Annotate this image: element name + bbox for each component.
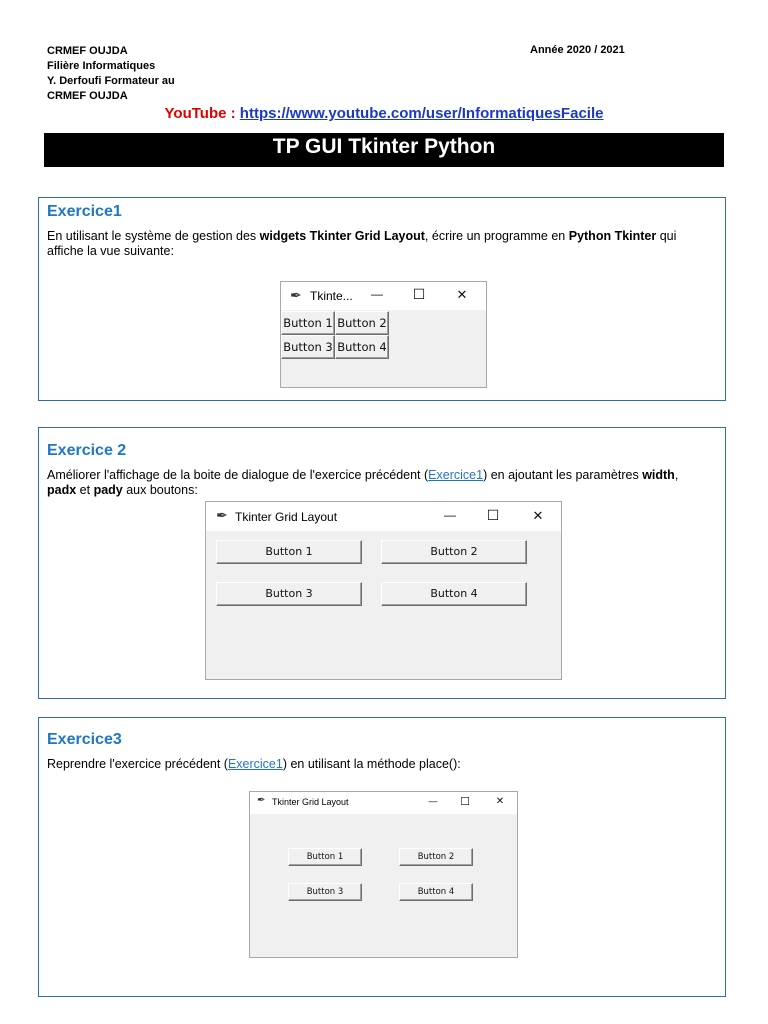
button-3[interactable]: Button 3 (216, 582, 362, 606)
button-1[interactable]: Button 1 (288, 848, 362, 866)
window-title: Tkinter Grid Layout (235, 510, 338, 524)
button-4[interactable]: Button 4 (335, 335, 389, 359)
button-2[interactable]: Button 2 (399, 848, 473, 866)
button-1[interactable]: Button 1 (216, 540, 362, 564)
exercise-2-title: Exercice 2 (47, 442, 127, 459)
document-title: TP GUI Tkinter Python (44, 133, 724, 167)
button-4[interactable]: Button 4 (399, 883, 473, 901)
header-line: Filière Informatiques (47, 60, 156, 72)
close-icon[interactable]: ✕ (456, 287, 468, 302)
exercise1-link[interactable]: Exercice1 (227, 757, 283, 771)
exercise-3-text: Reprendre l'exercice précédent (Exercice1) en utilisant la méthode place(): (47, 757, 461, 771)
header-line: CRMEF OUJDA (47, 45, 128, 57)
maximize-icon[interactable]: ☐ (412, 286, 426, 302)
close-icon[interactable]: ✕ (495, 796, 505, 807)
exercise-2-text: Améliorer l'affichage de la boite de dialogue de l'exercice précédent (Exercice1) en ajoutant les paramètres width, padx et pady aux boutons: (47, 468, 679, 497)
button-2[interactable]: Button 2 (381, 540, 527, 564)
window-titlebar (206, 502, 561, 531)
exercise-1-box (38, 197, 726, 401)
window-titlebar (250, 792, 517, 814)
youtube-label: YouTube : (164, 105, 236, 122)
tk-window-ex3 (249, 791, 518, 958)
youtube-line (0, 105, 768, 122)
feather-icon: ✒ (290, 287, 302, 303)
button-1[interactable]: Button 1 (281, 311, 335, 335)
tk-window-ex1 (280, 281, 487, 388)
exercise-3-title: Exercice3 (47, 731, 122, 748)
header-line: CRMEF OUJDA (47, 90, 128, 102)
feather-icon: ✒ (257, 795, 266, 806)
header-line: Y. Derfoufi Formateur au (47, 75, 175, 87)
close-icon[interactable]: ✕ (532, 508, 544, 523)
maximize-icon[interactable]: ☐ (460, 796, 470, 808)
button-2[interactable]: Button 2 (335, 311, 389, 335)
exercise-1-title: Exercice1 (47, 203, 122, 220)
button-3[interactable]: Button 3 (288, 883, 362, 901)
minimize-icon[interactable]: — (428, 796, 438, 806)
minimize-icon[interactable]: — (444, 508, 456, 522)
exercise-1-text: En utilisant le système de gestion des widgets Tkinter Grid Layout, écrire un programme en Python Tkinter qui affiche la vue suivante: (47, 229, 677, 258)
youtube-link[interactable]: https://www.youtube.com/user/InformatiquesFacile (239, 105, 604, 122)
exercise-3-box (38, 717, 726, 997)
feather-icon: ✒ (216, 507, 228, 523)
header-year: Année 2020 / 2021 (530, 44, 625, 56)
window-title: Tkinter Grid Layout (272, 797, 349, 807)
minimize-icon[interactable]: — (371, 287, 383, 301)
window-title: Tkinte... (310, 289, 353, 303)
button-4[interactable]: Button 4 (381, 582, 527, 606)
window-titlebar (281, 282, 486, 310)
header-institution (47, 44, 175, 104)
tk-window-ex2 (205, 501, 562, 680)
button-3[interactable]: Button 3 (281, 335, 335, 359)
exercise-2-box (38, 427, 726, 699)
exercise1-link[interactable]: Exercice1 (428, 468, 484, 482)
maximize-icon[interactable]: ☐ (486, 507, 500, 523)
